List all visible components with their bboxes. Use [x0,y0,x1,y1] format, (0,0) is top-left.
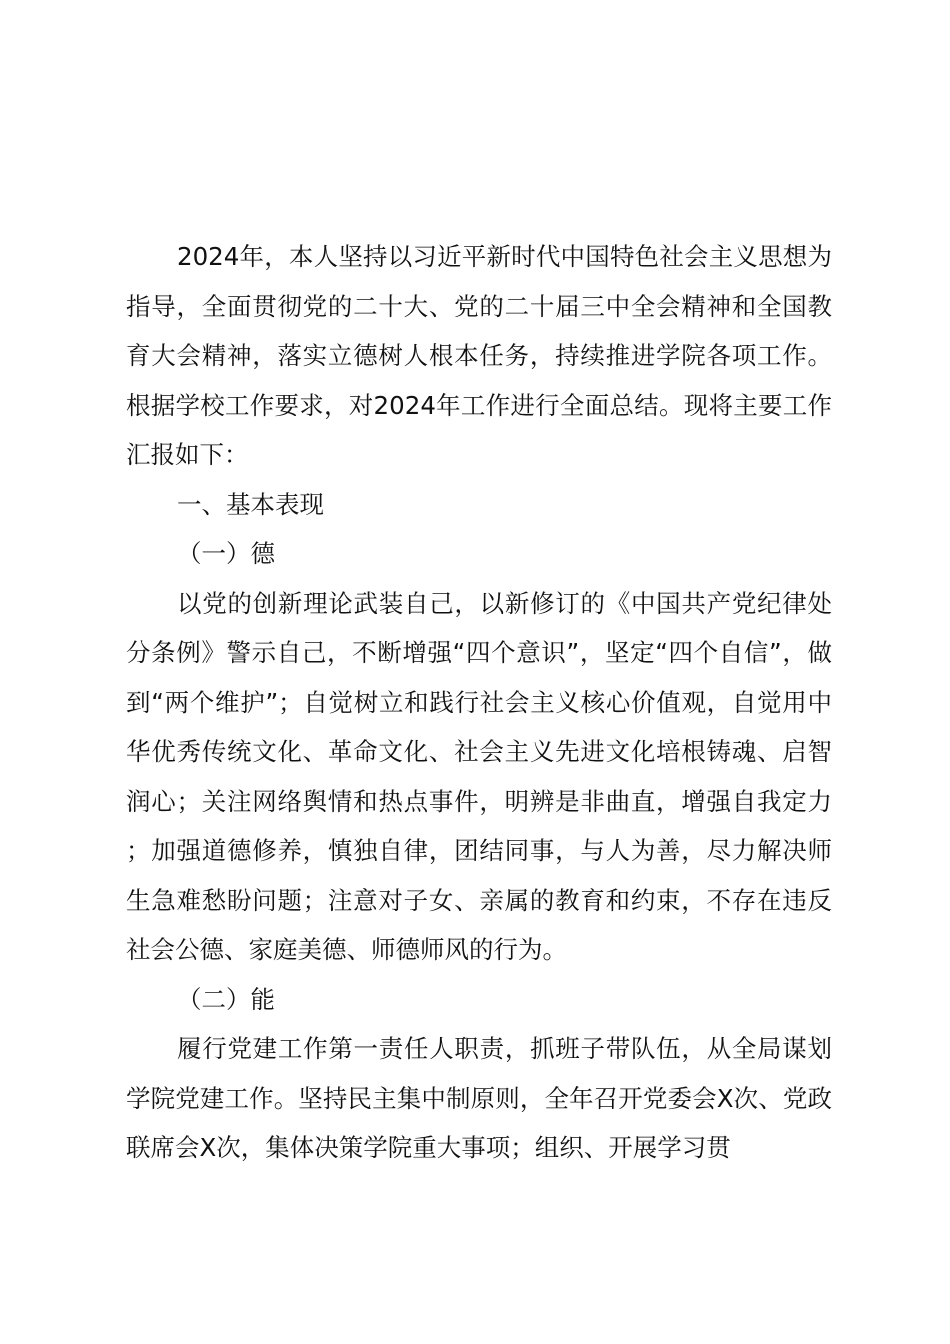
subsection-heading-ability: （二）能 [177,984,275,1014]
subsection-heading-virtue: （一）德 [177,539,275,568]
virtue-paragraph: 以党的创新理论武装自己，以新修订的《中国共产党纪律处分条例》警示自己，不断增强“四个意识”，坚定“四个自信”，做到“两个维护”；自觉树立和践行社会主义核心价值观，自觉用中华优秀传统文化、革命文化、社会主义先进文化培根铸魂、启智润心；关注网络舆情和热点事件，明辨是非曲直，增强自我定力；加强道德修养，慎独自律，团结同事，与人为善，尽力解决师生急难愁盼问题；注意对子女、亲属的教育和约束，不存在违反社会公德、家庭美德、师德师风的行为。 [126,588,832,964]
ability-paragraph: 履行党建工作第一责任人职责，抓班子带队伍，从全局谋划学院党建工作。坚持民主集中制原则，全年召开党委会X次、党政联席会X次，集体决策学院重大事项；组织、开展学习贯 [126,1034,832,1162]
document-body [126,232,832,1173]
section-heading-basic-performance: 一、基本表现 [177,489,324,519]
intro-paragraph: 2024年，本人坚持以习近平新时代中国特色社会主义思想为指导，全面贯彻党的二十大、党的二十届三中全会精神和全国教育大会精神，落实立德树人根本任务，持续推进学院各项工作。根据学校工作要求，对2024年工作进行全面总结。现将主要工作汇报如下： [126,242,832,469]
